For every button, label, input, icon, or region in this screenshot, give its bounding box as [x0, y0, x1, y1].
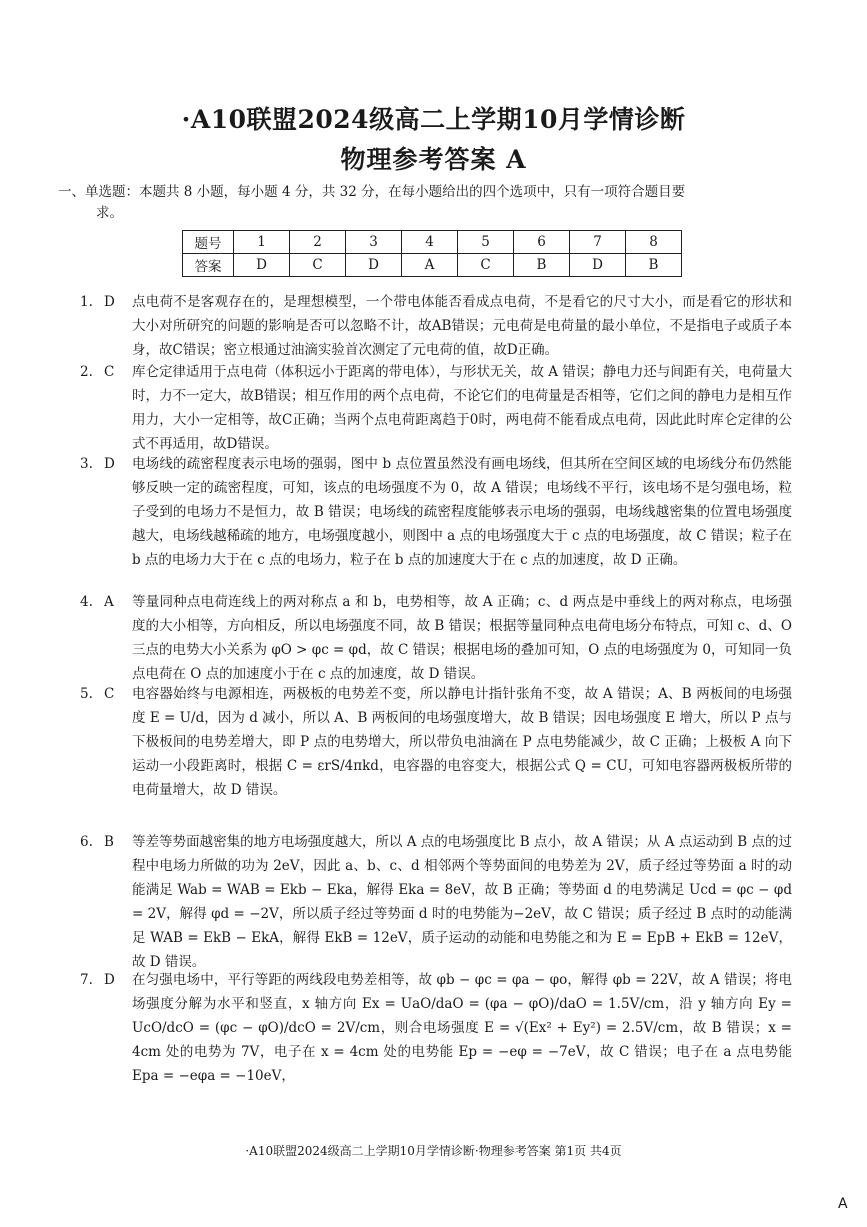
question-number: 3. — [80, 456, 93, 472]
question-1 — [80, 290, 792, 362]
question-answer-letter: C — [104, 364, 115, 380]
question-6 — [80, 830, 792, 974]
table-header-number: 题号 — [183, 231, 234, 254]
question-number: 2. — [80, 364, 93, 380]
table-cell-answer: B — [626, 254, 682, 277]
corner-mark: A — [838, 1196, 848, 1212]
page-title: ·A10联盟2024级高二上学期10月学情诊断 — [181, 105, 686, 134]
question-number: 7. — [80, 972, 93, 988]
table-cell-answer: A — [402, 254, 458, 277]
question-explanation: 等差等势面越密集的地方电场强度越大，所以 A 点的电场强度比 B 点小，故 A 错误；从 A 点运动到 B 点的过程中电场力所做的功为 2eV，因此 a、b、c、d 相邻两个等势面间的电势差为 2V，质子经过等势面 a 时的动能满足 Wab = WAB = Ekb − Eka，解得 Eka = 8eV，故 B 正确；等势面 d 的电势满足 Ucd = φc − φd = 2V，解得 φd = −2V，所以质子经过等势面 d 时的电势能为−2eV，故 C 错误；质子经过 B 点时的动能满足 WAB = EkB − EkA，解得 EkB = 12eV，质子运动的动能和电势能之和为 E = EpB + EkB = 12eV，故 D 错误。 — [132, 834, 792, 970]
question-explanation: 点电荷不是客观存在的，是理想模型，一个带电体能否看成点电荷，不是看它的尺寸大小，而是看它的形状和大小对所研究的问题的影响是否可以忽略不计，故AB错误；元电荷是电荷量的最小单位，不是指电子或质子本身，故C错误；密立根通过油滴实验首次测定了元电荷的值，故D正确。 — [132, 294, 792, 358]
table-cell-number: 1 — [234, 231, 290, 254]
page-footer: ·A10联盟2024级高二上学期10月学情诊断·物理参考答案 第1页 共4页 — [245, 1144, 622, 1158]
question-explanation: 在匀强电场中，平行等距的两线段电势差相等，故 φb − φc = φa − φo，解得 φb = 22V，故 A 错误；将电场强度分解为水平和竖直，x 轴方向 Ex = UaO/daO = (φa − φO)/daO = 1.5V/cm，沿 y 轴方向 Ey = UcO/dcO = (φc − φO)/dcO = 2V/cm，则合电场强度 E = √(Ex² + Ey²) = 2.5V/cm，故 B 错误；x = 4cm 处的电势为 7V，电子在 x = 4cm 处的电势能 Ep = −eφ = −7eV，故 C 错误；电子在 a 点电势能 Epa = −eφa = −10eV， — [132, 972, 792, 1084]
question-number: 4. — [80, 594, 93, 610]
table-cell-answer: D — [234, 254, 290, 277]
question-answer-letter: A — [104, 594, 114, 610]
question-5 — [80, 682, 792, 802]
table-cell-number: 3 — [346, 231, 402, 254]
table-cell-number: 4 — [402, 231, 458, 254]
table-cell-number: 8 — [626, 231, 682, 254]
table-cell-answer: C — [458, 254, 514, 277]
section-heading-line: 一、单选题：本题共 8 小题，每小题 4 分，共 32 分，在每小题给出的四个选项中，只有一项符合题目要 — [58, 184, 686, 200]
answer-table-answer-row — [183, 254, 682, 277]
question-3 — [80, 452, 792, 572]
question-number: 5. — [80, 686, 93, 702]
table-cell-answer: D — [570, 254, 626, 277]
table-cell-number: 7 — [570, 231, 626, 254]
question-answer-letter: D — [104, 456, 115, 472]
table-cell-number: 5 — [458, 231, 514, 254]
question-number: 1. — [80, 294, 93, 310]
question-7 — [80, 968, 792, 1088]
question-answer-letter: C — [104, 686, 115, 702]
answer-table — [182, 230, 682, 277]
question-answer-letter: D — [104, 972, 115, 988]
table-cell-answer: D — [346, 254, 402, 277]
answer-table-number-row — [183, 231, 682, 254]
table-cell-number: 2 — [290, 231, 346, 254]
section-heading-cont: 求。 — [96, 205, 123, 221]
question-explanation: 等量同种点电荷连线上的两对称点 a 和 b，电势相等，故 A 正确；c、d 两点是中垂线上的两对称点，电场强度的大小相等，方向相反，所以电场强度不同，故 B 错误；根据等量同种点电荷电场分布特点，可知 c、d、O 三点的电势大小关系为 φO > φc = φd，故 C 错误；根据电场的叠加可知，O 点的电场强度为 0，可知同一负点电荷在 O 点的加速度小于在 c 点的加速度，故 D 错误。 — [132, 594, 792, 682]
table-header-answer: 答案 — [183, 254, 234, 277]
table-cell-answer: B — [514, 254, 570, 277]
question-explanation: 电容器始终与电源相连，两极板的电势差不变，所以静电计指针张角不变，故 A 错误；A、B 两板间的电场强度 E = U/d，因为 d 减小，所以 A、B 两板间的电场强度增大，故 B 错误；因电场强度 E 增大，所以 P 点与下极板间的电势差增大，即 P 点的电势增大，所以带负电油滴在 P 点电势能减少，故 C 正确；上极板 A 向下运动一小段距离时，根据 C = εrS/4πkd，电容器的电容变大，根据公式 Q = CU，可知电容器两极板所带的电荷量增大，故 D 错误。 — [132, 686, 792, 798]
question-4 — [80, 590, 792, 686]
question-2 — [80, 360, 792, 456]
question-explanation: 库仑定律适用于点电荷（体积远小于距离的带电体），与形状无关，故 A 错误；静电力还与间距有关，电荷量大时，力不一定大，故B错误；相互作用的两个点电荷，不论它们的电荷量是否相等，它们之间的静电力是相互作用力，大小一定相等，故C正确；当两个点电荷距离趋于0时，两电荷不能看成点电荷，因此此时库仑定律的公式不再适用，故D错误。 — [132, 364, 792, 452]
question-answer-letter: B — [104, 834, 114, 850]
table-cell-answer: C — [290, 254, 346, 277]
section-heading — [58, 182, 788, 224]
page-subtitle: 物理参考答案 A — [340, 145, 527, 174]
question-explanation: 电场线的疏密程度表示电场的强弱，图中 b 点位置虽然没有画电场线，但其所在空间区域的电场线分布仍然能够反映一定的疏密程度，可知，该点的电场强度不为 0，故 A 错误；电场线不平行，该电场不是匀强电场，粒子受到的电场力不是恒力，故 B 错误；电场线的疏密程度能够表示电场的强弱，电场线越密集的位置电场强度越大，电场线越稀疏的地方，电场强度越小，则图中 a 点的电场强度大于 c 点的电场强度，故 C 错误；粒子在 b 点的电场力大于在 c 点的电场力，粒子在 b 点的加速度大于在 c 点的加速度，故 D 正确。 — [132, 456, 792, 568]
question-number: 6. — [80, 834, 93, 850]
table-cell-number: 6 — [514, 231, 570, 254]
question-answer-letter: D — [104, 294, 115, 310]
